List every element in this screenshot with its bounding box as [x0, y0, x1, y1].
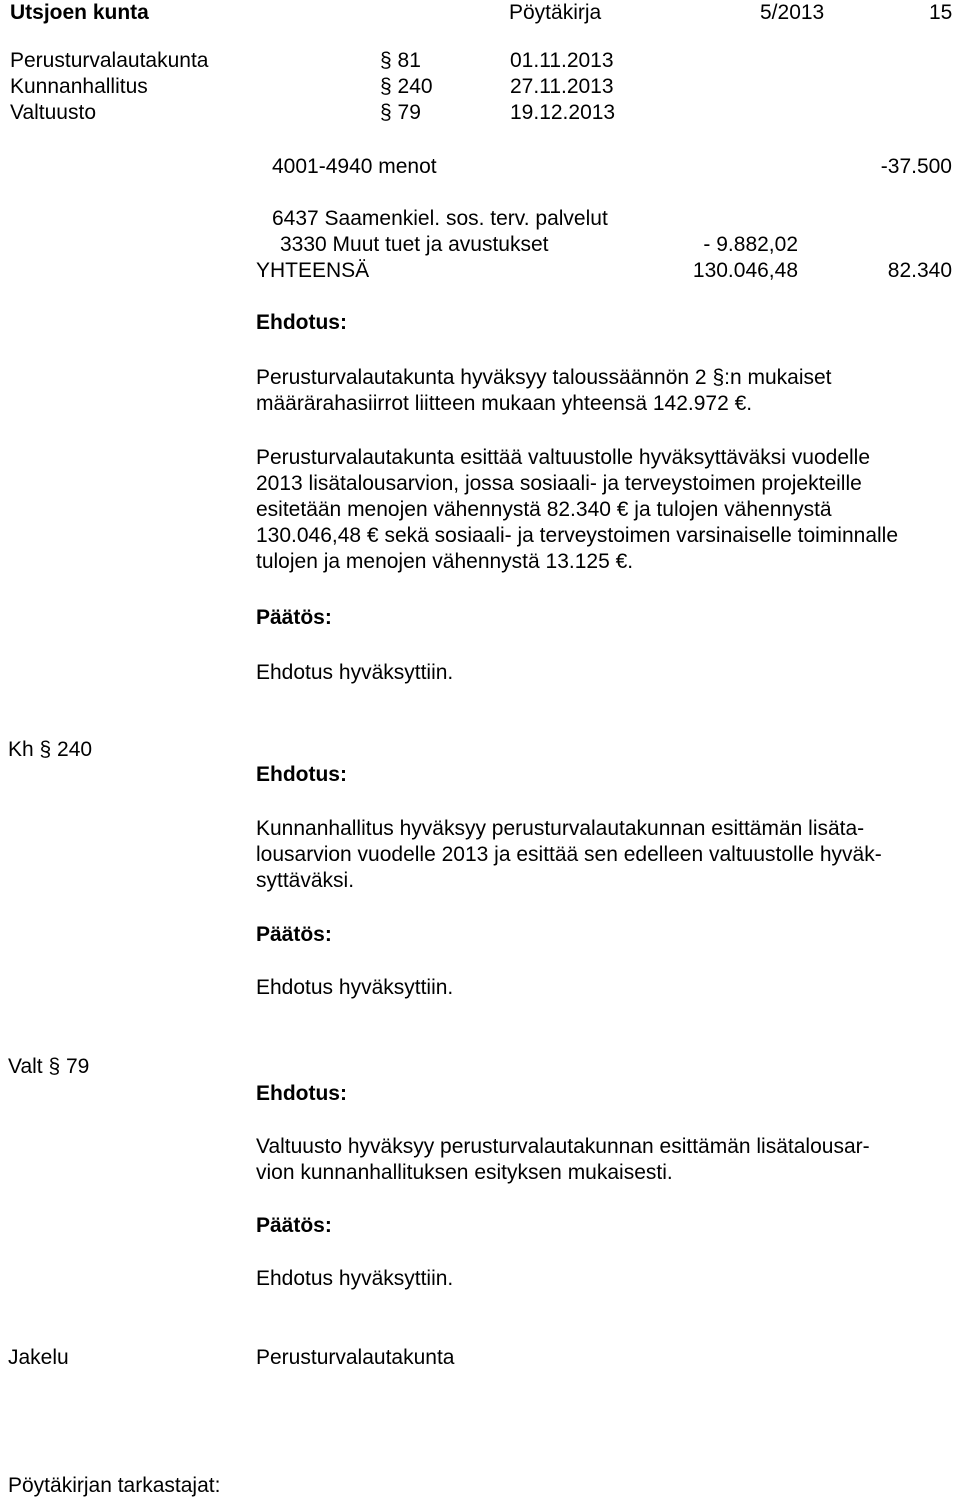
budget-total-value: 130.046,48: [692, 259, 798, 282]
meeting-date: 19.12.2013: [510, 101, 616, 124]
proposal-heading: Ehdotus:: [256, 1082, 347, 1105]
paragraph-line: esitetään menojen vähennystä 82.340 € ja tulojen vähennystä: [256, 498, 832, 521]
meeting-section: § 81: [380, 49, 421, 72]
budget-line-label: 4001-4940 menot: [272, 155, 437, 178]
meeting-section: § 79: [380, 101, 421, 124]
paragraph-line: 2013 lisätalousarvion, jossa sosiaali- ja terveystoimen projekteille: [256, 472, 862, 495]
meeting-date: 27.11.2013: [510, 75, 614, 98]
page-number: 15: [929, 1, 953, 24]
proposal-heading: Ehdotus:: [256, 763, 347, 786]
reviewers-label: Pöytäkirjan tarkastajat:: [8, 1474, 221, 1497]
document-number: 5/2013: [760, 1, 825, 24]
budget-line-label: 3330 Muut tuet ja avustukset: [280, 233, 549, 256]
meeting-section: § 240: [380, 75, 433, 98]
budget-line-label: 6437 Saamenkiel. sos. terv. palvelut: [272, 207, 608, 230]
decision-text: Ehdotus hyväksyttiin.: [256, 661, 454, 684]
budget-line-value: - 9.882,02: [703, 233, 798, 256]
meeting-body: Kunnanhallitus: [10, 75, 148, 98]
decision-text: Ehdotus hyväksyttiin.: [256, 976, 454, 999]
paragraph-line: lousarvion vuodelle 2013 ja esittää sen edelleen valtuustolle hyväk-: [256, 843, 882, 866]
decision-heading: Päätös:: [256, 1214, 332, 1237]
budget-line-value: -37.500: [880, 155, 952, 178]
meeting-date: 01.11.2013: [510, 49, 614, 72]
proposal-heading: Ehdotus:: [256, 311, 347, 334]
distribution-label: Jakelu: [8, 1346, 69, 1369]
paragraph-line: Perusturvalautakunta esittää valtuustolle hyväksyttäväksi vuodelle: [256, 446, 871, 469]
decision-heading: Päätös:: [256, 606, 332, 629]
section-reference: Kh § 240: [8, 738, 93, 761]
paragraph-line: 130.046,48 € sekä sosiaali- ja terveystoimen varsinaiselle toiminnalle: [256, 524, 899, 547]
document-type: Pöytäkirja: [509, 1, 602, 24]
decision-text: Ehdotus hyväksyttiin.: [256, 1267, 454, 1290]
paragraph-line: Kunnanhallitus hyväksyy perusturvalautakunnan esittämän lisäta-: [256, 817, 865, 840]
proposal-paragraph: [256, 365, 946, 417]
meeting-body: Perusturvalautakunta: [10, 49, 209, 72]
distribution-value: Perusturvalautakunta: [256, 1346, 455, 1369]
paragraph-line: vion kunnanhallituksen esityksen mukaisesti.: [256, 1161, 673, 1184]
proposal-paragraph: [256, 816, 946, 894]
budget-total-value: 82.340: [887, 259, 952, 282]
section-reference: Valt § 79: [8, 1055, 90, 1078]
paragraph-line: määrärahasiirrot liitteen mukaan yhteensä 142.972 €.: [256, 392, 753, 415]
paragraph-line: Perusturvalautakunta hyväksyy taloussäännön 2 §:n mukaiset: [256, 366, 832, 389]
municipality-name: Utsjoen kunta: [10, 1, 149, 24]
budget-total-label: YHTEENSÄ: [256, 259, 370, 282]
paragraph-line: tulojen ja menojen vähennystä 13.125 €.: [256, 550, 634, 573]
decision-heading: Päätös:: [256, 923, 332, 946]
meeting-body: Valtuusto: [10, 101, 96, 124]
proposal-paragraph: [256, 445, 946, 575]
proposal-paragraph: [256, 1134, 946, 1186]
paragraph-line: syttäväksi.: [256, 869, 355, 892]
paragraph-line: Valtuusto hyväksyy perusturvalautakunnan esittämän lisätalousar-: [256, 1135, 870, 1158]
